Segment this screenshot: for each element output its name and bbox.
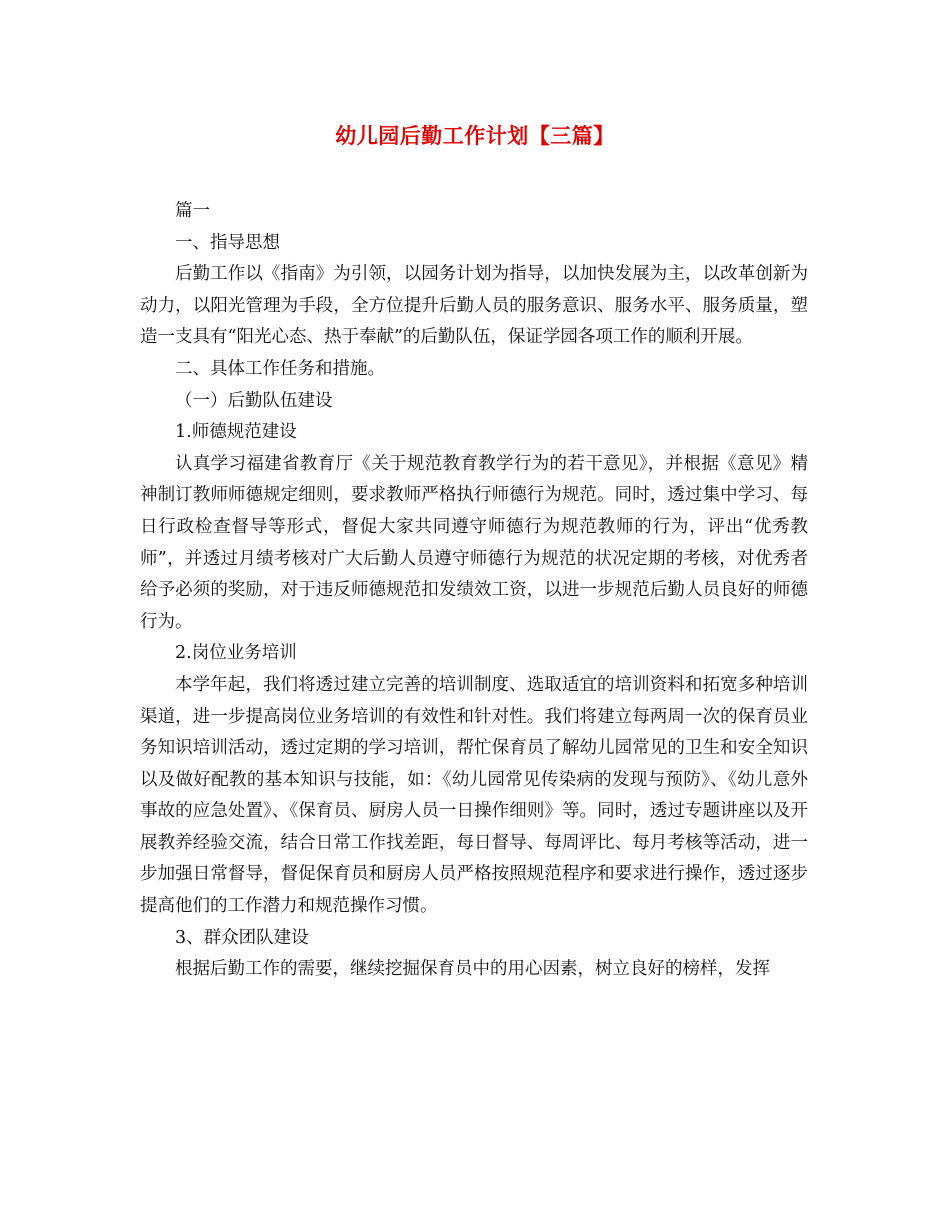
document-title: 幼儿园后勤工作计划【三篇】 <box>335 123 615 148</box>
paragraph: （一）后勤队伍建设 <box>175 390 333 411</box>
paragraph: 后勤工作以《指南》为引领，以园务计划为指导，以加快发展为主，以改革创新为动力，以阳光管理为手段，全方位提升后勤人员的服务意识、服务水平、服务质量，塑造一支具有“阳光心态、热于奉献”的后勤队伍，保证学园各项工作的顺利开展。 <box>140 264 808 348</box>
paragraph: 篇一 <box>175 201 210 221</box>
paragraph: 本学年起，我们将透过建立完善的培训制度、选取适宜的培训资料和拓宽多种培训渠道，进一步提高岗位业务培训的有效性和针对性。我们将建立每两周一次的保育员业务知识培训活动，透过定期的学习培训，帮忙保育员了解幼儿园常见的卫生和安全知识以及做好配教的基本知识与技能，如：《幼儿园常见传染病的发现与预防》、《幼儿意外事故的应急处置》、《保育员、厨房人员一日操作细则》等。同时，透过专题讲座以及开展教养经验交流，结合日常工作找差距，每日督导、每周评比、每月考核等活动，进一步加强日常督导，督促保育员和厨房人员严格按照规范程序和要求进行操作，透过逐步提高他们的工作潜力和规范操作习惯。 <box>140 674 808 917</box>
paragraph: 认真学习福建省教育厅《关于规范教育教学行为的若干意见》，并根据《意见》精神制订教师师德规定细则，要求教师严格执行师德行为规范。同时，透过集中学习、每日行政检查督导等形式，督促大家共同遵守师德行为规范教师的行为，评出“优秀教师”，并透过月绩考核对广大后勤人员遵守师德行为规范的状况定期的考核，对优秀者给予必须的奖励，对于违反师德规范扣发绩效工资，以进一步规范后勤人员良好的师德行为。 <box>140 453 808 632</box>
paragraph: 1.师德规范建设 <box>175 422 297 443</box>
paragraph: 二、具体工作任务和措施。 <box>175 358 385 379</box>
paragraph: 3、群众团队建设 <box>175 927 309 948</box>
document-body <box>140 196 808 986</box>
paragraph: 2.岗位业务培训 <box>175 643 297 664</box>
paragraph: 根据后勤工作的需要，继续挖掘保育员中的用心因素，树立良好的榜样，发挥 <box>175 959 770 980</box>
paragraph: 一、指导思想 <box>175 232 280 253</box>
